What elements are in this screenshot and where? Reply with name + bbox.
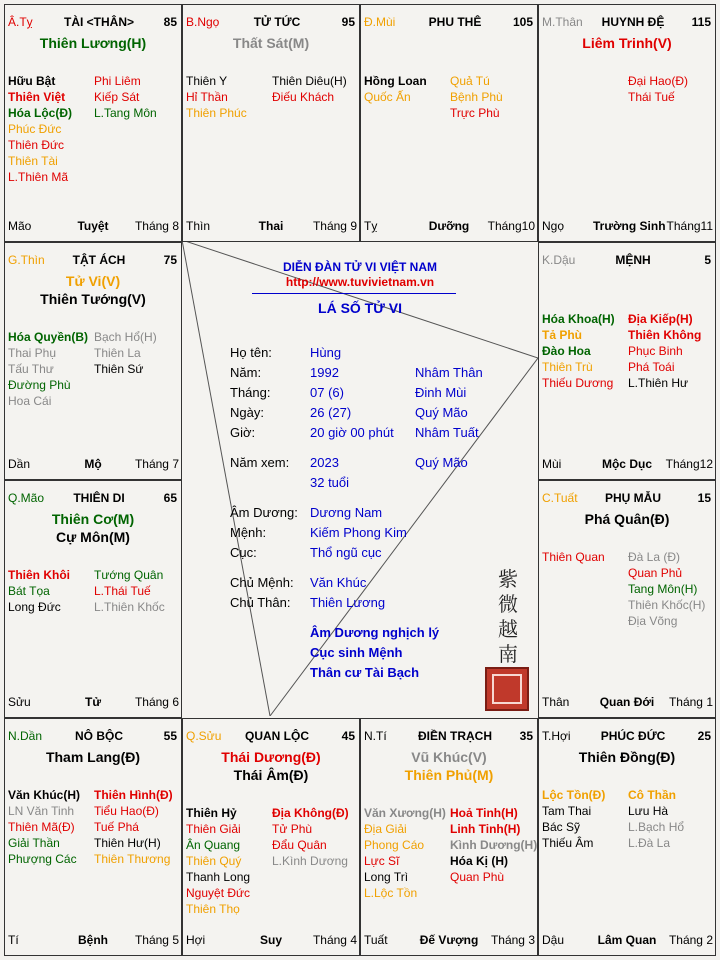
- major-star: Vũ Khúc(V): [411, 749, 487, 765]
- palace-number: 115: [691, 15, 711, 29]
- palace-branch: Tuất: [364, 933, 388, 947]
- palace-name: THIÊN DI: [73, 491, 125, 505]
- minor-star-left: Tấu Thư: [8, 362, 54, 376]
- vertical-char: 越: [498, 617, 518, 641]
- info-value-can-chi: Nhâm Thân: [415, 365, 483, 380]
- minor-star-left: Thiên Quan: [542, 550, 605, 564]
- minor-star-left: LN Văn Tinh: [8, 804, 75, 818]
- palace-stage: Quan Đới: [599, 695, 655, 709]
- major-star: Thiên Đồng(Đ): [578, 749, 676, 765]
- major-star: Phá Quân(Đ): [584, 511, 670, 527]
- major-star: Thiên Tướng(V): [40, 291, 146, 307]
- palace-name: PHÚC ĐỨC: [600, 729, 666, 743]
- minor-star-right: Tiểu Hao(Đ): [94, 804, 159, 818]
- palace-hoi: [538, 718, 716, 956]
- minor-star-right: Tang Môn(H): [628, 582, 698, 596]
- info-label: Chủ Mệnh:: [230, 575, 294, 590]
- minor-star-left: Tả Phù: [542, 328, 583, 342]
- palace-suu: [182, 718, 360, 956]
- minor-star-left: Thanh Long: [186, 870, 251, 884]
- palace-mao: [4, 480, 182, 718]
- chart-title: LÁ SỐ TỬ VI: [318, 300, 402, 316]
- info-label: Mệnh:: [230, 525, 267, 540]
- minor-star-right: Đẩu Quân: [272, 838, 327, 852]
- major-star: Thái Dương(Đ): [221, 749, 321, 765]
- minor-star-left: Hóa Lộc(Đ): [8, 106, 72, 120]
- minor-star-right: Tuế Phá: [94, 820, 139, 834]
- minor-star-right: Quan Phù: [450, 870, 505, 884]
- palace-stage: Tuyệt: [77, 219, 109, 233]
- palace-branch: Sửu: [8, 695, 31, 709]
- palace-name: NÔ BỘC: [75, 729, 123, 743]
- major-star: Tham Lang(Đ): [45, 749, 141, 765]
- palace-stage: Dưỡng: [428, 219, 470, 233]
- info-value: Văn Khúc: [310, 575, 367, 590]
- palace-branch: Ngọ: [542, 219, 565, 233]
- minor-star-left: Thiên Phúc: [186, 106, 247, 120]
- minor-star-left: Phong Cáo: [364, 838, 425, 852]
- palace-stage: Mộc Dục: [601, 457, 652, 471]
- palace-month: Tháng 8: [134, 219, 179, 233]
- major-star: Thất Sát(M): [232, 35, 310, 51]
- note-3: Thân cư Tài Bạch: [310, 665, 420, 680]
- minor-star-right: Thiên Thương: [94, 852, 171, 866]
- major-star: Thiên Cơ(M): [51, 511, 135, 527]
- palace-number: 45: [341, 729, 355, 743]
- minor-star-left: Bát Tọa: [8, 584, 50, 598]
- minor-star-right: Điếu Khách: [272, 90, 335, 104]
- minor-star-right: L.Đà La: [628, 836, 671, 850]
- palace-name: HUYNH ĐỆ: [601, 15, 665, 29]
- palace-branch: Tỵ: [364, 219, 378, 233]
- palace-can-chi: Q.Mão: [8, 491, 45, 505]
- minor-star-left: Ân Quang: [186, 838, 241, 852]
- minor-star-right: Tử Phù: [272, 822, 313, 836]
- palace-month: Tháng 3: [490, 933, 535, 947]
- minor-star-left: Thiếu Âm: [542, 836, 594, 850]
- info-value: Hùng: [310, 345, 342, 360]
- palace-month: Tháng11: [666, 219, 713, 233]
- info-value: Kiếm Phong Kim: [310, 525, 407, 540]
- palace-branch: Thìn: [186, 219, 211, 233]
- palace-stage: Trường Sinh: [593, 219, 666, 233]
- minor-star-left: Hoa Cái: [8, 394, 52, 408]
- info-value: Dương Nam: [310, 505, 383, 520]
- minor-star-left: Thiên Việt: [8, 90, 66, 104]
- palace-month: Tháng12: [665, 457, 713, 471]
- palace-can-chi: Â.Tỵ: [8, 15, 33, 29]
- palace-name: ĐIỀN TRẠCH: [418, 729, 492, 743]
- info-label: Năm xem:: [230, 455, 290, 470]
- vertical-char: 微: [498, 592, 518, 616]
- palace-name: TÀI <THÂN>: [63, 15, 134, 29]
- palace-month: Tháng 9: [312, 219, 357, 233]
- minor-star-right: Thiên Khốc(H): [628, 598, 706, 612]
- palace-name: TỬ TỨC: [253, 15, 301, 29]
- forum-url-link[interactable]: http://www.tuvivietnam.vn: [285, 275, 435, 289]
- minor-star-left: Long Đức: [8, 600, 61, 614]
- minor-star-right: L.Thái Tuế: [94, 584, 151, 598]
- palace-can-chi: K.Dậu: [542, 253, 576, 267]
- palace-can-chi: C.Tuất: [542, 491, 578, 505]
- minor-star-left: Thiên Khôi: [8, 568, 70, 582]
- minor-star-left: Thiên Y: [186, 74, 228, 88]
- palace-month: Tháng 1: [668, 695, 713, 709]
- palace-branch: Tí: [8, 933, 19, 947]
- palace-stage: Tử: [84, 695, 102, 709]
- minor-star-left: Thiên Đức: [8, 138, 65, 152]
- info-label: Chủ Thân:: [230, 595, 291, 610]
- palace-month: Tháng 7: [134, 457, 179, 471]
- minor-star-left: Hữu Bật: [8, 74, 56, 88]
- minor-star-left: Thiên Hỷ: [186, 806, 237, 820]
- minor-star-right: Bệnh Phù: [450, 90, 503, 104]
- palace-dan: [4, 718, 182, 956]
- palace-can-chi: N.Tí: [364, 729, 387, 743]
- palace-name: PHỤ MẪU: [605, 491, 661, 505]
- minor-star-left: Hồng Loan: [364, 74, 427, 88]
- minor-star-right: Địa Không(Đ): [272, 806, 349, 820]
- minor-star-left: Nguyệt Đức: [186, 886, 251, 900]
- minor-star-left: Thiên Thọ: [186, 902, 240, 916]
- palace-branch: Dần: [8, 457, 31, 471]
- palace-can-chi: T.Hợi: [542, 729, 571, 743]
- palace-ty: [4, 4, 182, 242]
- palace-month: Tháng10: [487, 219, 535, 233]
- minor-star-left: Thiên Quý: [186, 854, 242, 868]
- info-value: Thiên Lương: [310, 595, 386, 610]
- chart-center-info: [182, 240, 538, 716]
- info-value: 1992: [310, 365, 339, 380]
- minor-star-right: Trực Phù: [450, 106, 500, 120]
- minor-star-right: Hóa Kị (H): [450, 854, 508, 868]
- major-star: Thái Âm(Đ): [233, 767, 309, 783]
- minor-star-right: Thiên Sứ: [94, 362, 144, 376]
- palace-month: Tháng 4: [312, 933, 357, 947]
- info-value-can-chi: Nhâm Tuất: [415, 425, 479, 440]
- palace-can-chi: M.Thân: [542, 15, 583, 29]
- minor-star-right: Thiên La: [94, 346, 141, 360]
- palace-dau: [538, 242, 716, 480]
- info-value: 32 tuổi: [310, 475, 350, 490]
- minor-star-left: Thiếu Dương: [542, 376, 614, 390]
- forum-title: DIỄN ĐÀN TỬ VI VIỆT NAM: [283, 260, 437, 274]
- palace-number: 95: [341, 15, 355, 29]
- info-value: 07 (6): [310, 385, 344, 400]
- note-2: Cục sinh Mệnh: [310, 645, 403, 660]
- major-star: Tử Vi(V): [65, 273, 121, 289]
- major-star: Thiên Lương(H): [39, 35, 147, 51]
- minor-star-right: L.Kình Dương: [272, 854, 348, 868]
- palace-name: MỆNH: [615, 253, 651, 267]
- info-label: Giờ:: [230, 425, 256, 440]
- minor-star-left: Phượng Các: [8, 852, 77, 866]
- minor-star-right: Bạch Hổ(H): [94, 330, 157, 344]
- palace-branch: Thân: [542, 695, 570, 709]
- minor-star-left: L.Thiên Mã: [8, 170, 69, 184]
- minor-star-right: Phi Liêm: [94, 74, 141, 88]
- divider-line: [252, 293, 456, 294]
- minor-star-right: Quan Phủ: [628, 566, 683, 580]
- vertical-char: 紫: [498, 567, 518, 591]
- palace-number: 35: [519, 729, 533, 743]
- minor-star-right: L.Thiên Hư: [628, 376, 689, 390]
- minor-star-left: L.Lộc Tồn: [364, 886, 418, 900]
- red-seal-stamp: [485, 667, 529, 711]
- info-value: 26 (27): [310, 405, 352, 420]
- minor-star-left: Thiên Mã(Đ): [8, 820, 75, 834]
- palace-can-chi: Đ.Mùi: [364, 15, 396, 29]
- palace-month: Tháng 6: [134, 695, 179, 709]
- info-label: Âm Dương:: [230, 505, 298, 520]
- minor-star-right: Thiên Diêu(H): [272, 74, 347, 88]
- info-label: Cục:: [230, 545, 257, 560]
- palace-tuat: [538, 480, 716, 718]
- minor-star-left: Thiên Trù: [542, 360, 593, 374]
- minor-star-right: Thiên Hình(Đ): [94, 788, 173, 802]
- minor-star-left: Thiên Giải: [186, 822, 241, 836]
- palace-than: [538, 4, 716, 242]
- minor-star-right: L.Tang Môn: [94, 106, 157, 120]
- major-star: Thiên Phủ(M): [404, 767, 494, 783]
- minor-star-right: Kình Dương(H): [450, 838, 538, 852]
- palace-branch: Mùi: [542, 457, 562, 471]
- minor-star-right: Lưu Hà: [628, 804, 669, 818]
- minor-star-right: Địa Kiếp(H): [628, 312, 693, 326]
- palace-number: 105: [512, 15, 533, 29]
- info-label: Họ tên:: [230, 345, 272, 360]
- minor-star-left: Địa Giải: [364, 822, 407, 836]
- minor-star-right: Thái Tuế: [628, 90, 675, 104]
- minor-star-right: Quả Tú: [450, 74, 490, 88]
- minor-star-right: Kiếp Sát: [94, 90, 140, 104]
- minor-star-left: Tam Thai: [542, 804, 592, 818]
- palace-stage: Suy: [259, 933, 282, 947]
- minor-star-left: Thai Phụ: [8, 346, 57, 360]
- major-star: Liêm Trinh(V): [582, 35, 672, 51]
- palace-ngo: [182, 4, 360, 242]
- minor-star-left: Quốc Ấn: [364, 90, 411, 104]
- minor-star-left: Hóa Khoa(H): [542, 312, 615, 326]
- palace-can-chi: B.Ngọ: [186, 15, 220, 29]
- info-label: Ngày:: [230, 405, 264, 420]
- minor-star-right: Phục Binh: [628, 344, 683, 358]
- palace-can-chi: G.Thìn: [8, 253, 45, 267]
- palace-name: TẬT ÁCH: [72, 253, 126, 267]
- minor-star-left: Bác Sỹ: [542, 820, 581, 834]
- minor-star-left: Giải Thần: [8, 836, 60, 850]
- note-1: Âm Dương nghịch lý: [310, 625, 440, 640]
- info-value-can-chi: Đinh Mùi: [415, 385, 467, 400]
- palace-mui: [360, 4, 538, 242]
- info-value: Thổ ngũ cục: [310, 545, 382, 560]
- palace-stage: Lâm Quan: [597, 933, 657, 947]
- minor-star-left: Đường Phù: [8, 378, 71, 392]
- minor-star-right: Đà La (Đ): [628, 550, 681, 564]
- palace-branch: Mão: [8, 219, 32, 233]
- palace-can-chi: N.Dần: [8, 729, 43, 743]
- palace-branch: Dậu: [542, 933, 565, 947]
- minor-star-right: Thiên Không: [628, 328, 702, 342]
- info-value: 20 giờ 00 phút: [310, 425, 394, 440]
- info-value: 2023: [310, 455, 339, 470]
- minor-star-left: Hóa Quyền(B): [8, 330, 89, 344]
- info-value-can-chi: Quý Mão: [415, 405, 468, 420]
- minor-star-left: Đào Hoa: [542, 344, 591, 358]
- info-value-can-chi: Quý Mão: [415, 455, 468, 470]
- palace-number: 85: [163, 15, 177, 29]
- palace-stage: Mộ: [84, 457, 102, 471]
- minor-star-right: Phá Toái: [628, 360, 675, 374]
- minor-star-left: Lộc Tồn(Đ): [542, 788, 606, 802]
- palace-number: 25: [697, 729, 711, 743]
- minor-star-right: Tướng Quân: [94, 568, 164, 582]
- major-star: Cự Môn(M): [56, 529, 130, 545]
- minor-star-left: Long Trì: [364, 870, 409, 884]
- minor-star-right: Địa Võng: [628, 614, 678, 628]
- minor-star-left: Thiên Tài: [8, 154, 58, 168]
- palace-name: PHU THÊ: [428, 15, 482, 29]
- minor-star-right: Linh Tinh(H): [450, 822, 521, 836]
- palace-name: QUAN LỘC: [245, 729, 309, 743]
- palace-can-chi: Q.Sửu: [186, 729, 222, 743]
- minor-star-left: Phúc Đức: [8, 122, 62, 136]
- palace-stage: Đế Vượng: [419, 933, 479, 947]
- minor-star-right: Đại Hao(Đ): [628, 74, 689, 88]
- palace-month: Tháng 5: [134, 933, 179, 947]
- palace-number: 5: [704, 253, 711, 267]
- minor-star-right: L.Bạch Hổ: [628, 820, 685, 834]
- palace-number: 65: [163, 491, 177, 505]
- minor-star-left: Hỉ Thần: [186, 90, 228, 104]
- minor-star-right: Cô Thần: [628, 788, 676, 802]
- vertical-char: 南: [498, 642, 518, 666]
- palace-thin: [4, 242, 182, 480]
- info-label: Năm:: [230, 365, 262, 380]
- palace-number: 75: [163, 253, 177, 267]
- palace-ti: [360, 718, 538, 956]
- palace-stage: Thai: [258, 219, 284, 233]
- minor-star-right: L.Thiên Khốc: [94, 600, 165, 614]
- info-label: Tháng:: [230, 385, 271, 400]
- minor-star-left: Lực Sĩ: [364, 854, 400, 868]
- palace-month: Tháng 2: [668, 933, 713, 947]
- palace-number: 55: [163, 729, 177, 743]
- palace-branch: Hợi: [186, 933, 206, 947]
- palace-stage: Bệnh: [78, 933, 108, 947]
- palace-number: 15: [697, 491, 711, 505]
- minor-star-left: Văn Xương(H): [364, 806, 446, 820]
- minor-star-right: Thiên Hư(H): [94, 836, 161, 850]
- minor-star-right: Hoả Tinh(H): [450, 806, 518, 820]
- minor-star-left: Văn Khúc(H): [8, 788, 80, 802]
